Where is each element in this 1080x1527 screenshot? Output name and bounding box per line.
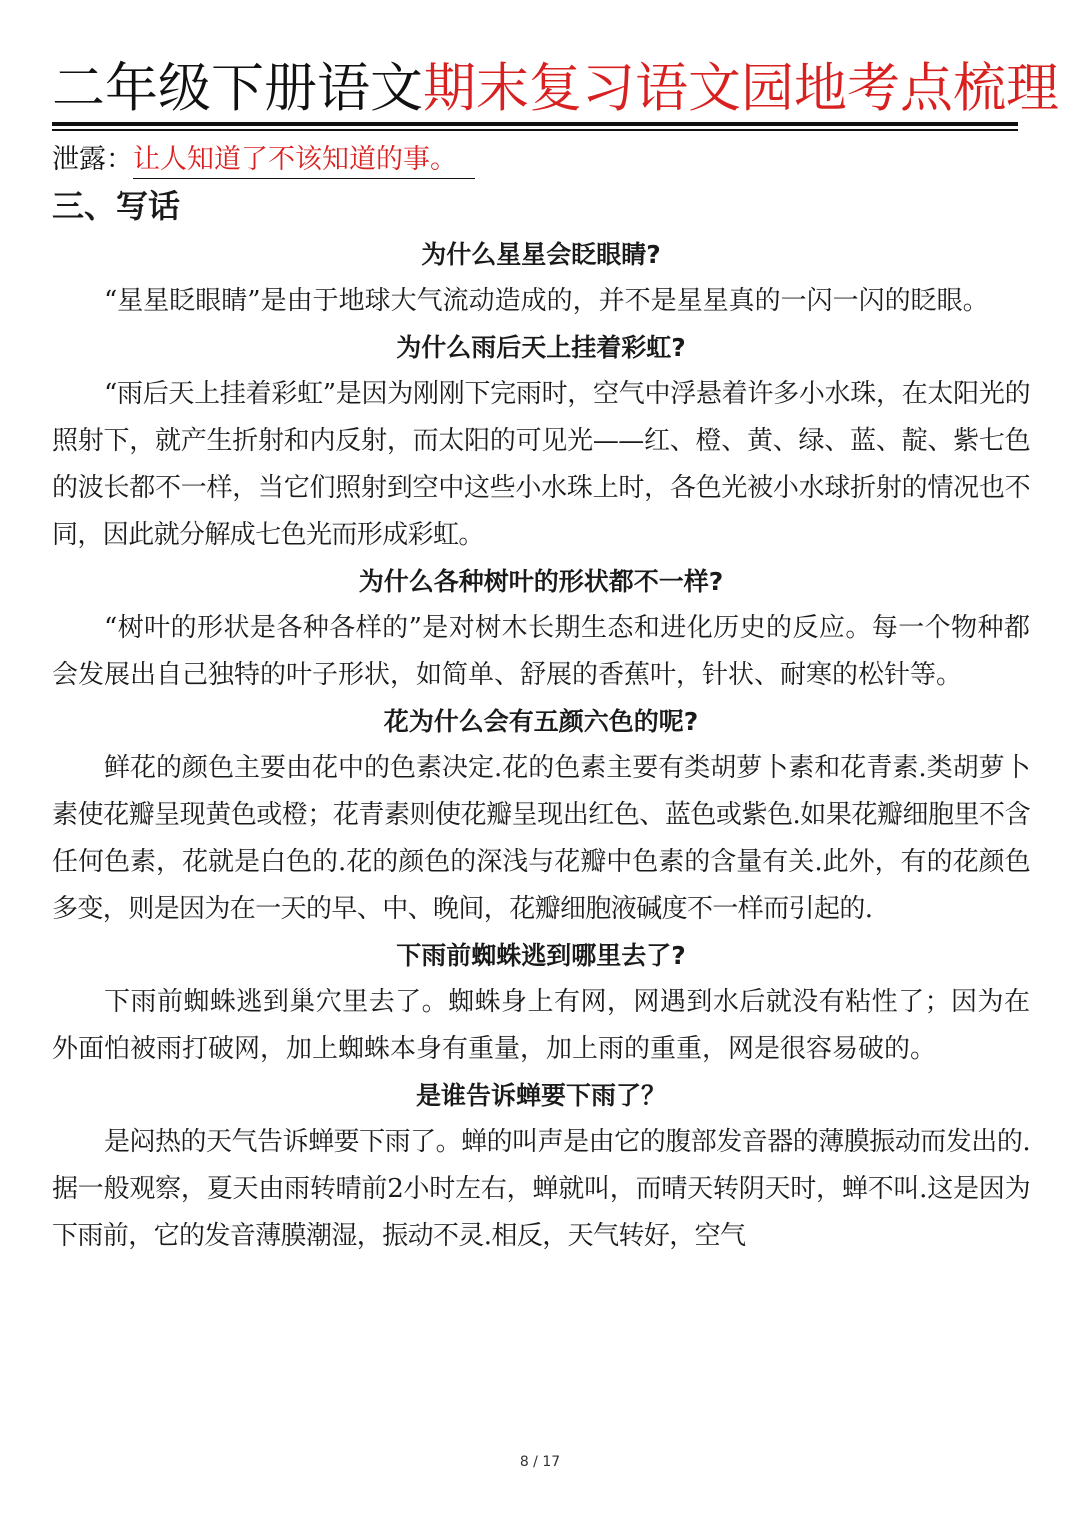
definition-text: 让人知道了不该知道的事。 xyxy=(133,142,475,179)
qa-item-rainbow xyxy=(52,325,1030,559)
question-title: 为什么雨后天上挂着彩虹? xyxy=(396,333,686,362)
answer-paragraph: 下雨前蜘蛛逃到巢穴里去了。蜘蛛身上有网，网遇到水后就没有粘性了；因为在外面怕被雨打破网，加上蜘蛛本身有重量，加上雨的重重，网是很容易破的。 xyxy=(52,987,1030,1064)
question-title: 下雨前蜘蛛逃到哪里去了? xyxy=(396,941,686,970)
question-title: 花为什么会有五颜六色的呢? xyxy=(383,707,699,736)
qa-item-stars xyxy=(52,232,1030,325)
page-header xyxy=(52,58,1059,131)
qa-item-flowers xyxy=(52,699,1030,933)
answer-paragraph: 是闷热的天气告诉蝉要下雨了。蝉的叫声是由它的腹部发音器的薄膜振动而发出的.据一般观察，夏天由雨转晴前2小时左右，蝉就叫，而晴天转阴天时，蝉不叫.这是因为下雨前，它的发音薄膜潮湿，振动不灵.相反，天气转好，空气 xyxy=(52,1127,1030,1251)
section-heading: 三、写话 xyxy=(52,187,181,225)
qa-list xyxy=(52,232,1030,1260)
question-title: 为什么各种树叶的形状都不一样? xyxy=(358,567,724,596)
qa-item-spider xyxy=(52,933,1030,1073)
qa-item-leaves xyxy=(52,559,1030,699)
answer-paragraph: 鲜花的颜色主要由花中的色素决定.花的色素主要有类胡萝卜素和花青素.类胡萝卜素使花瓣呈现黄色或橙；花青素则使花瓣呈现出红色、蓝色或紫色.如果花瓣细胞里不含任何色素，花就是白色的.花的颜色的深浅与花瓣中色素的含量有关.此外，有的花颜色多变，则是因为在一天的早、中、晚间，花瓣细胞液碱度不一样而引起的. xyxy=(52,753,1030,924)
question-title: 是谁告诉蝉要下雨了？ xyxy=(415,1081,666,1110)
page-title-topic: 期末复习语文园地考点梳理 xyxy=(423,58,1059,119)
definition-term: 泄露： xyxy=(52,144,133,175)
definition-line xyxy=(52,140,475,180)
page-title xyxy=(52,58,1059,120)
answer-paragraph: “雨后天上挂着彩虹”是因为刚刚下完雨时，空气中浮悬着许多小水珠，在太阳光的照射下，就产生折射和内反射，而太阳的可见光——红、橙、黄、绿、蓝、靛、紫七色的波长都不一样，当它们照射到空中这些小水珠上时，各色光被小水球折射的情况也不同，因此就分解成七色光而形成彩虹。 xyxy=(52,379,1030,550)
title-underline-thick xyxy=(52,122,1018,126)
question-title: 为什么星星会眨眼睛? xyxy=(421,240,661,269)
answer-paragraph: “树叶的形状是各种各样的”是对树木长期生态和进化历史的反应。每一个物种都会发展出自己独特的叶子形状，如简单、舒展的香蕉叶，针状、耐寒的松针等。 xyxy=(52,613,1030,690)
qa-item-cicada xyxy=(52,1073,1030,1260)
answer-paragraph: “星星眨眼睛”是由于地球大气流动造成的，并不是星星真的一闪一闪的眨眼。 xyxy=(104,286,989,316)
title-underline-thin xyxy=(52,129,1018,131)
page-title-grade: 二年级下册语文 xyxy=(52,58,423,119)
page-number: 8 / 17 xyxy=(519,1454,561,1470)
